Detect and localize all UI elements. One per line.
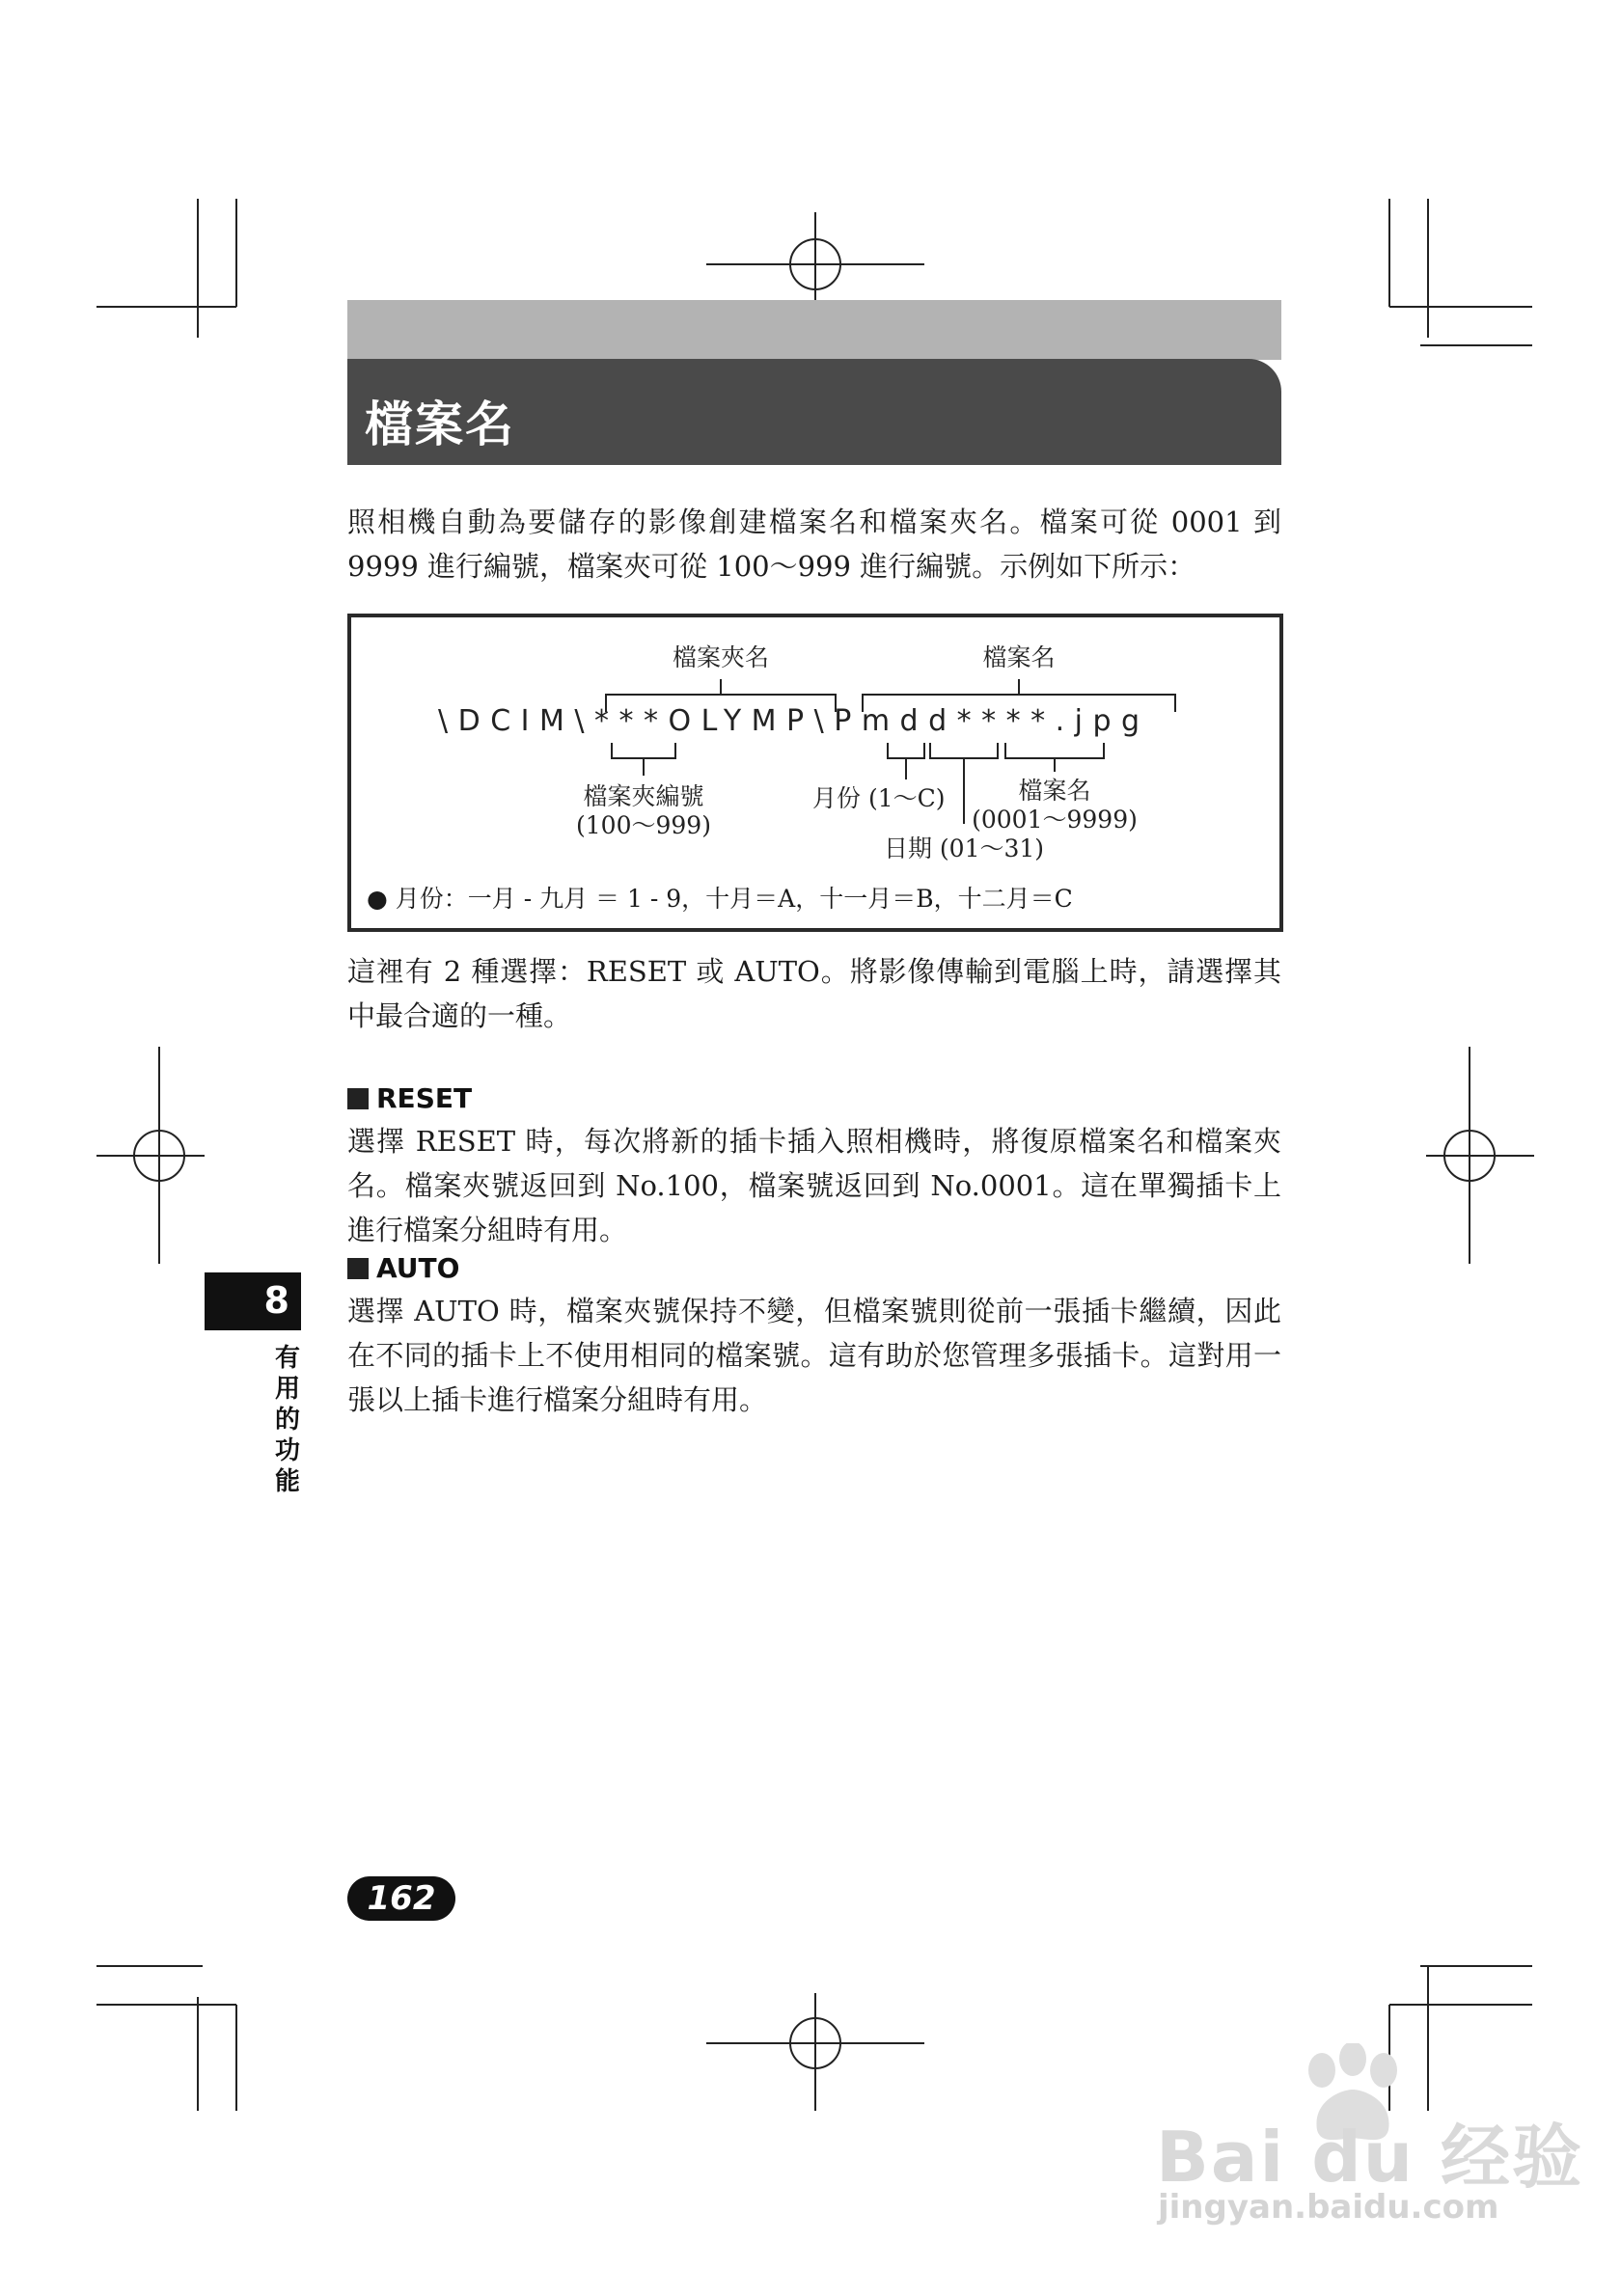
month-note: ● 月份：一月 - 九月 ＝ 1 - 9，十月＝A，十一月＝B，十二月＝C — [367, 885, 1073, 913]
auto-heading: AUTO — [347, 1252, 459, 1284]
page-number: 162 — [347, 1876, 455, 1921]
square-bullet-icon — [347, 1088, 369, 1109]
folder-number-range: (100～999) — [576, 811, 711, 839]
header-bar — [347, 359, 1281, 465]
auto-body: 選擇 AUTO 時，檔案夾號保持不變，但檔案號則從前一張插卡繼續，因此在不同的插卡上不使用相同的檔案號。這有助於您管理多張插卡。這對用一張以上插卡進行檔案分組時有用。 — [347, 1295, 1281, 1416]
filename-diagram — [347, 614, 1283, 932]
chapter-number-tab: 8 — [205, 1272, 301, 1330]
intro-paragraph: 照相機自動為要儲存的影像創建檔案名和檔案夾名。檔案可從 0001 到 9999 進行編號，檔案夾可從 100～999 進行編號。示例如下所示： — [347, 506, 1281, 583]
chapter-label: 有用的功能 — [274, 1344, 300, 1496]
header-band — [347, 300, 1281, 360]
watermark-url: jingyan.baidu.com — [1158, 2188, 1499, 2227]
month-label: 月份 (1～C) — [812, 784, 946, 812]
watermark-logo: Bai du 经验 — [1156, 2117, 1584, 2198]
page-title: 檔案名 — [365, 396, 515, 452]
folder-number-label: 檔案夾編號 — [583, 782, 704, 810]
path-example: \DCIM\***OLYMP\Pmdd****.jpg — [438, 704, 1150, 738]
file-number-range: (0001～9999) — [972, 806, 1138, 834]
square-bullet-icon — [347, 1258, 369, 1279]
reset-heading: RESET — [347, 1082, 472, 1114]
folder-name-label: 檔案夾名 — [672, 643, 770, 671]
choice-paragraph: 這裡有 2 種選擇：RESET 或 AUTO。將影像傳輸到電腦上時，請選擇其中最合適的一種。 — [347, 955, 1281, 1032]
file-number-label: 檔案名 — [1018, 777, 1091, 805]
date-label: 日期 (01～31) — [883, 834, 1045, 862]
reset-body: 選擇 RESET 時，每次將新的插卡插入照相機時，將復原檔案名和檔案夾名。檔案夾號返回到 No.100，檔案號返回到 No.0001。這在單獨插卡上進行檔案分組時有用。 — [347, 1125, 1281, 1246]
file-name-label: 檔案名 — [982, 643, 1056, 671]
